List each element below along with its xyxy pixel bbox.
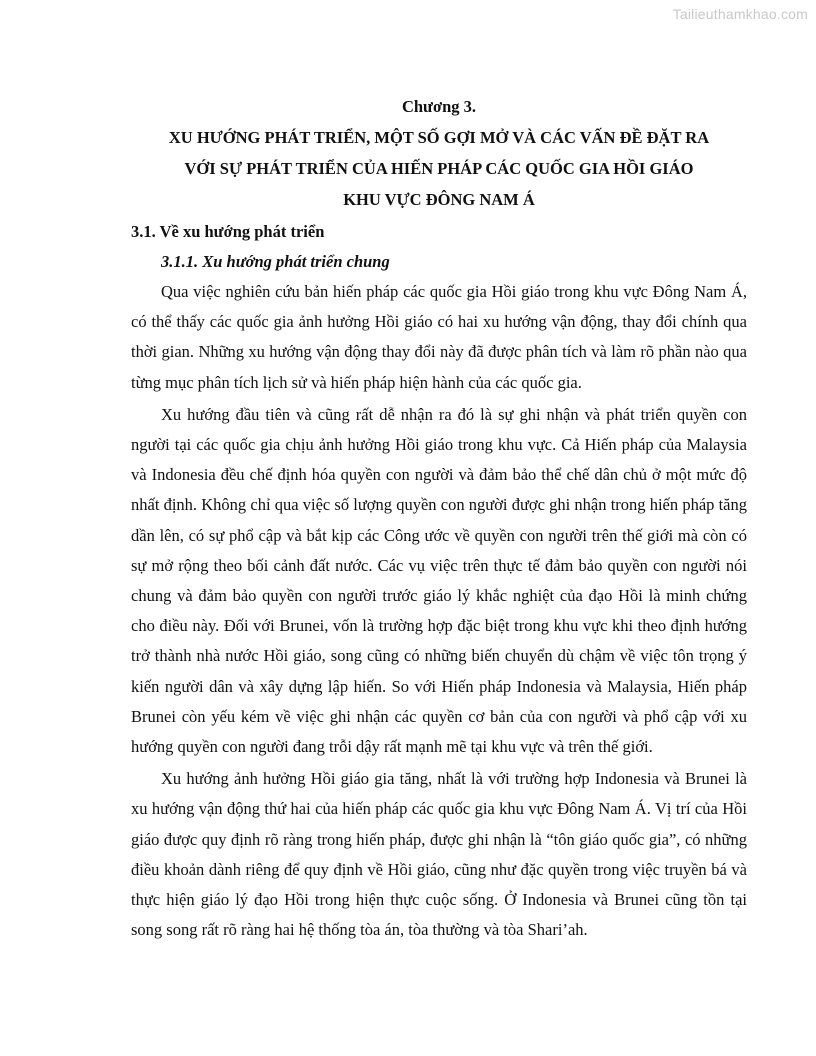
chapter-title-line-1: XU HƯỚNG PHÁT TRIỂN, MỘT SỐ GỢI MỞ VÀ CÁC VẤN ĐỀ ĐẶT RA: [168, 128, 710, 147]
chapter-title-line-3: KHU VỰC ĐÔNG NAM Á: [343, 190, 535, 209]
paragraph-2: Xu hướng đầu tiên và cũng rất dễ nhận ra đó là sự ghi nhận và phát triển quyền con người tại các quốc gia chịu ảnh hưởng Hồi giáo trong khu vực. Cả Hiến pháp của Malaysia và Indonesia đều chế định hóa quyền con người và đảm bảo thể chế dân chủ ở một mức độ nhất định. Không chỉ qua việc số lượng quyền con người được ghi nhận trong hiến pháp tăng dần lên, có sự phổ cập và bắt kịp các Công ước về quyền con người trên thế giới mà còn có sự mở rộng theo bối cảnh đất nước. Các vụ việc trên thực tế đảm bảo quyền con người nói chung và đảm bảo quyền con người trước giáo lý khắc nghiệt của đạo Hồi là minh chứng cho điều này. Đối với Brunei, vốn là trường hợp đặc biệt trong khu vực khi theo định hướng trở thành nhà nước Hồi giáo, song cũng có những biến chuyển dù chậm về việc tôn trọng ý kiến người dân và xây dựng lập hiến. So với Hiến pháp Indonesia và Malaysia, Hiến pháp Brunei còn yếu kém về việc ghi nhận các quyền cơ bản của con người và phổ cập với xu hướng quyền con người đang trỗi dậy rất mạnh mẽ tại khu vực và trên thế giới.: [131, 404, 747, 757]
chapter-number: Chương 3.: [401, 97, 477, 116]
document-page: [131, 91, 747, 947]
chapter-heading: [131, 91, 747, 215]
subsection-heading: 3.1.1. Xu hướng phát triển chung: [161, 252, 390, 271]
section-heading: 3.1. Về xu hướng phát triển: [131, 222, 325, 241]
watermark: Tailieuthamkhao.com: [672, 6, 808, 22]
chapter-title-line-2: VỚI SỰ PHÁT TRIỂN CỦA HIẾN PHÁP CÁC QUỐC GIA HỒI GIÁO: [184, 159, 694, 178]
paragraph-3: Xu hướng ảnh hưởng Hồi giáo gia tăng, nhất là với trường hợp Indonesia và Brunei là xu hướng vận động thứ hai của hiến pháp các quốc gia khu vực Đông Nam Á. Vị trí của Hồi giáo được quy định rõ ràng trong hiến pháp, được ghi nhận là “tôn giáo quốc gia”, có những điều khoản dành riêng để quy định về Hồi giáo, cũng như đặc quyền trong việc truyền bá và thực hiện giáo lý đạo Hồi trong hiện thực cuộc sống. Ở Indonesia và Brunei cũng tồn tại song song rất rõ ràng hai hệ thống tòa án, tòa thường và tòa Shari’ah.: [131, 769, 747, 940]
paragraph-1: Qua việc nghiên cứu bản hiến pháp các quốc gia Hồi giáo trong khu vực Đông Nam Á, có thể thấy các quốc gia ảnh hưởng Hồi giáo có hai xu hướng vận động, thay đổi chính qua thời gian. Những xu hướng vận động thay đổi này đã được phân tích và làm rõ phần nào qua từng mục phân tích lịch sử và hiến pháp hiện hành của các quốc gia.: [131, 282, 747, 392]
